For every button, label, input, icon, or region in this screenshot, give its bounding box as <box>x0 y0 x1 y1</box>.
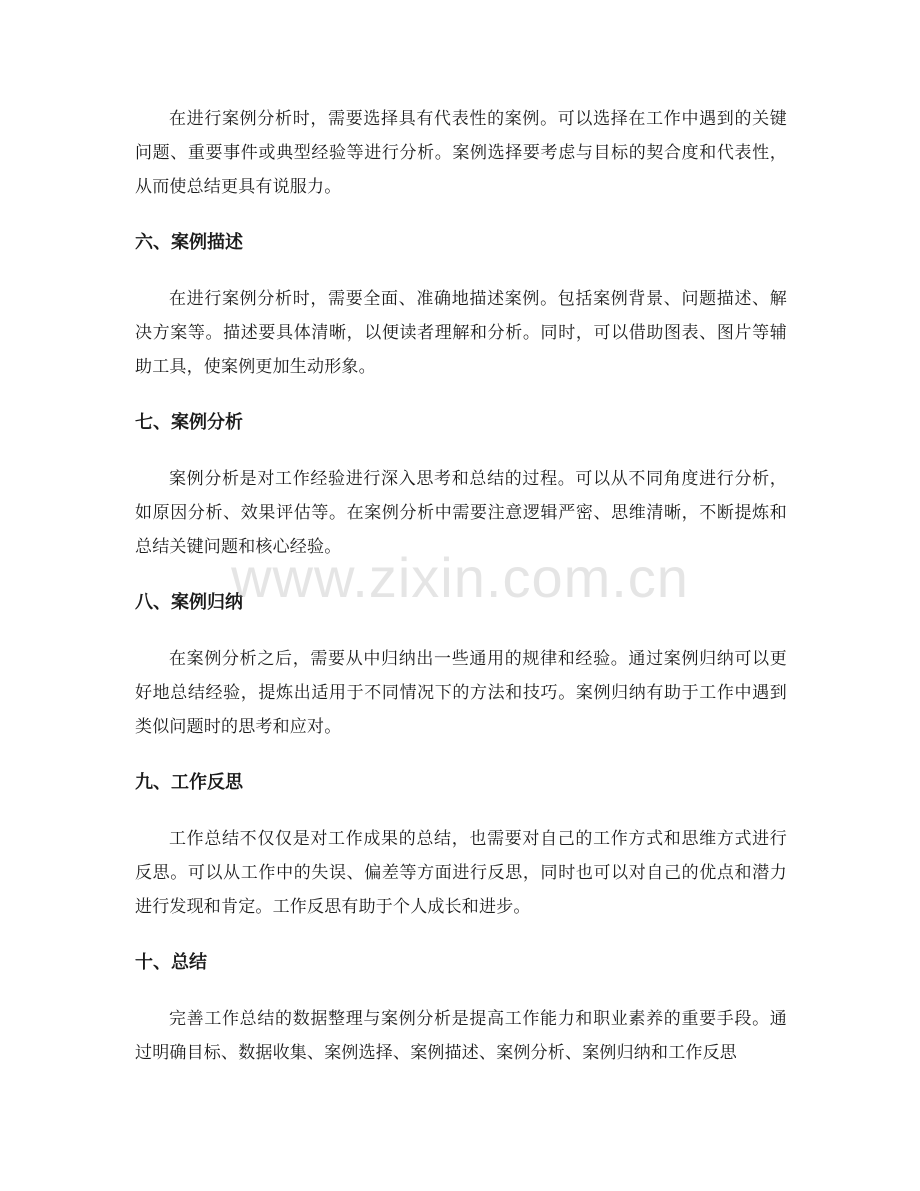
document-body <box>135 102 787 1070</box>
heading-case-description: 六、案例描述 <box>135 232 243 253</box>
paragraph-summary: 完善工作总结的数据整理与案例分析是提高工作能力和职业素养的重要手段。通过明确目标、数据收集、案例选择、案例描述、案例分析、案例归纳和工作反思 <box>135 1009 787 1063</box>
heading-work-reflection: 九、工作反思 <box>135 772 243 793</box>
watermark-text: www.zixin.com.cn <box>231 546 689 609</box>
paragraph-case-analysis: 案例分析是对工作经验进行深入思考和总结的过程。可以从不同角度进行分析，如原因分析、效果评估等。在案例分析中需要注意逻辑严密、思维清晰，不断提炼和总结关键问题和核心经验。 <box>135 469 787 557</box>
paragraph-case-selection: 在进行案例分析时，需要选择具有代表性的案例。可以选择在工作中遇到的关键问题、重要事件或典型经验等进行分析。案例选择要考虑与目标的契合度和代表性，从而使总结更具有说服力。 <box>135 109 787 197</box>
heading-summary: 十、总结 <box>135 952 207 973</box>
heading-case-induction: 八、案例归纳 <box>135 592 243 613</box>
paragraph-case-induction: 在案例分析之后，需要从中归纳出一些通用的规律和经验。通过案例归纳可以更好地总结经验，提炼出适用于不同情况下的方法和技巧。案例归纳有助于工作中遇到类似问题时的思考和应对。 <box>135 649 787 737</box>
paragraph-case-description: 在进行案例分析时，需要全面、准确地描述案例。包括案例背景、问题描述、解决方案等。描述要具体清晰，以便读者理解和分析。同时，可以借助图表、图片等辅助工具，使案例更加生动形象。 <box>135 289 787 377</box>
paragraph-work-reflection: 工作总结不仅仅是对工作成果的总结，也需要对自己的工作方式和思维方式进行反思。可以从工作中的失误、偏差等方面进行反思，同时也可以对自己的优点和潜力进行发现和肯定。工作反思有助于个人成长和进步。 <box>135 829 787 917</box>
heading-case-analysis: 七、案例分析 <box>135 412 243 433</box>
